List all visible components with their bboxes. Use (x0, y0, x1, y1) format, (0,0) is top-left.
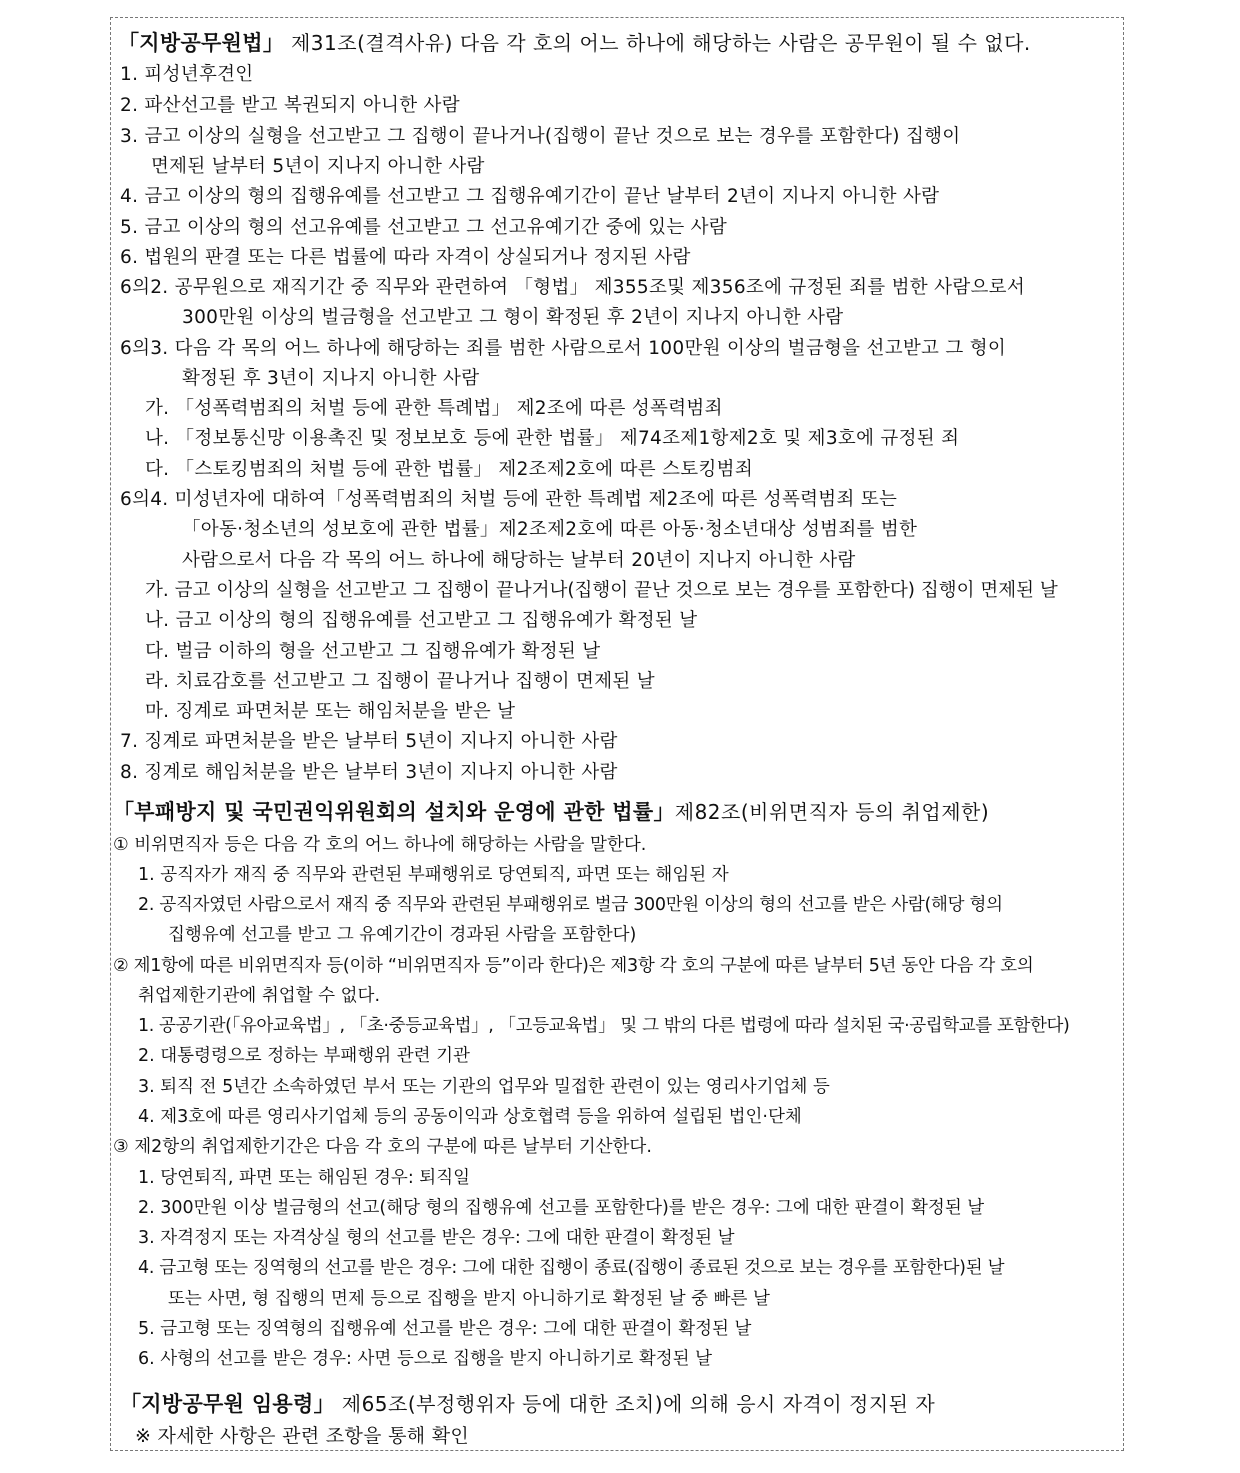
list-item-continuation: 또는 사면, 형 집행의 면제 등으로 집행을 받지 아니하기로 확정된 날 중 빠른 날 (168, 1289, 770, 1309)
law-name: 「지방공무원 임용령」 (120, 1392, 335, 1416)
list-item: 4. 제3호에 따른 영리사기업체 등의 공동이익과 상호협력 등을 위하여 설립된 법인·단체 (138, 1107, 802, 1127)
list-item: 3. 자격정지 또는 자격상실 형의 선고를 받은 경우: 그에 대한 판결이 확정된 날 (138, 1228, 735, 1248)
list-item: 5. 금고형 또는 징역형의 집행유예 선고를 받은 경우: 그에 대한 판결이 확정된 날 (138, 1319, 752, 1339)
list-item: 8. 징계로 해임처분을 받은 날부터 3년이 지나지 아니한 사람 (120, 762, 618, 783)
list-item: 2. 대통령령으로 정하는 부패행위 관련 기관 (138, 1046, 470, 1066)
sub-item: 다. 「스토킹범죄의 처벌 등에 관한 법률」 제2조제2호에 따른 스토킹범죄 (145, 459, 753, 480)
paragraph: ② 제1항에 따른 비위면직자 등(이하 “비위면직자 등”이라 한다)은 제3항 각 호의 구분에 따른 날부터 5년 동안 다음 각 호의 (113, 956, 1034, 976)
law-name: 「부패방지 및 국민권익위원회의 설치와 운영에 관한 법률」 (113, 800, 675, 824)
list-item-continuation: 확정된 후 3년이 지나지 아니한 사람 (182, 368, 480, 389)
sub-item: 다. 벌금 이하의 형을 선고받고 그 집행유예가 확정된 날 (145, 641, 601, 662)
list-item: 4. 금고 이상의 형의 집행유예를 선고받고 그 집행유예기간이 끝난 날부터 2년이 지나지 아니한 사람 (120, 186, 940, 207)
section-heading-anti-corruption-act (113, 797, 989, 829)
article-title: 제65조(부정행위자 등에 대한 조치)에 의해 응시 자격이 정지된 자 (334, 1392, 936, 1416)
list-item-continuation: 사람으로서 다음 각 목의 어느 하나에 해당하는 날부터 20년이 지나지 아니한 사람 (182, 550, 856, 571)
article-title: 제31조(결격사유) 다음 각 호의 어느 하나에 해당하는 사람은 공무원이 될 수 없다. (284, 31, 1031, 55)
list-item: 4. 금고형 또는 징역형의 선고를 받은 경우: 그에 대한 집행이 종료(집행이 종료된 것으로 보는 경우를 포함한다)된 날 (138, 1258, 1005, 1278)
list-item: 1. 당연퇴직, 파면 또는 해임된 경우: 퇴직일 (138, 1168, 471, 1188)
list-item: 6. 사형의 선고를 받은 경우: 사면 등으로 집행을 받지 아니하기로 확정된 날 (138, 1349, 713, 1369)
paragraph-continuation: 취업제한기관에 취업할 수 없다. (138, 986, 381, 1006)
list-item: 6의3. 다음 각 목의 어느 하나에 해당하는 죄를 범한 사람으로서 100만원 이상의 벌금형을 선고받고 그 형이 (120, 338, 1007, 359)
sub-item: 마. 징계로 파면처분 또는 해임처분을 받은 날 (145, 701, 516, 722)
list-item: 1. 공공기관(「유아교육법」, 「초·중등교육법」, 「고등교육법」 및 그 밖의 다른 법령에 따라 설치된 국·공립학교를 포함한다) (138, 1016, 1070, 1036)
list-item: 6의2. 공무원으로 재직기간 중 직무와 관련하여 「형법」 제355조및 제356조에 규정된 죄를 범한 사람으로서 (120, 277, 1026, 298)
list-item: 5. 금고 이상의 형의 선고유예를 선고받고 그 선고유예기간 중에 있는 사람 (120, 217, 728, 238)
sub-item: 가. 「성폭력범죄의 처벌 등에 관한 특례법」 제2조에 따른 성폭력범죄 (145, 398, 723, 419)
paragraph: ① 비위면직자 등은 다음 각 호의 어느 하나에 해당하는 사람을 말한다. (113, 835, 647, 855)
list-item: 3. 금고 이상의 실형을 선고받고 그 집행이 끝나거나(집행이 끝난 것으로 보는 경우를 포함한다) 집행이 (120, 126, 961, 147)
sub-item: 라. 치료감호를 선고받고 그 집행이 끝나거나 집행이 면제된 날 (145, 671, 655, 692)
list-item: 1. 공직자가 재직 중 직무와 관련된 부패행위로 당연퇴직, 파면 또는 해임된 자 (138, 865, 729, 885)
section-heading-local-public-officials-act (118, 28, 1031, 60)
list-item: 2. 공직자였던 사람으로서 재직 중 직무와 관련된 부패행위로 벌금 300만원 이상의 형의 선고를 받은 사람(해당 형의 (138, 895, 1003, 915)
section-heading-appointment-decree (120, 1389, 935, 1421)
list-item: 1. 피성년후견인 (120, 64, 254, 85)
law-name: 「지방공무원법」 (118, 31, 285, 55)
list-item: 2. 300만원 이상 벌금형의 선고(해당 형의 집행유예 선고를 포함한다)를 받은 경우: 그에 대한 판결이 확정된 날 (138, 1198, 985, 1218)
paragraph: ③ 제2항의 취업제한기간은 다음 각 호의 구분에 따른 날부터 기산한다. (113, 1137, 652, 1157)
sub-item: 가. 금고 이상의 실형을 선고받고 그 집행이 끝나거나(집행이 끝난 것으로 보는 경우를 포함한다) 집행이 면제된 날 (145, 580, 1058, 601)
sub-item: 나. 금고 이상의 형의 집행유예를 선고받고 그 집행유예가 확정된 날 (145, 610, 698, 631)
list-item: 3. 퇴직 전 5년간 소속하였던 부서 또는 기관의 업무와 밀접한 관련이 있는 영리사기업체 등 (138, 1077, 830, 1097)
list-item: 6의4. 미성년자에 대하여「성폭력범죄의 처벌 등에 관한 특례법 제2조에 따른 성폭력범죄 또는 (120, 489, 898, 510)
reference-note: ※ 자세한 사항은 관련 조항을 통해 확인 (135, 1425, 470, 1447)
list-item: 2. 파산선고를 받고 복권되지 아니한 사람 (120, 95, 460, 116)
list-item: 6. 법원의 판결 또는 다른 법률에 따라 자격이 상실되거나 정지된 사람 (120, 247, 691, 268)
list-item-continuation: 집행유예 선고를 받고 그 유예기간이 경과된 사람을 포함한다) (168, 925, 637, 945)
sub-item: 나. 「정보통신망 이용촉진 및 정보보호 등에 관한 법률」 제74조제1항제2호 및 제3호에 규정된 죄 (145, 428, 960, 449)
list-item-continuation: 「아동·청소년의 성보호에 관한 법률」제2조제2호에 따른 아동·청소년대상 성범죄를 범한 (182, 519, 918, 540)
list-item-continuation: 면제된 날부터 5년이 지나지 아니한 사람 (151, 156, 485, 177)
article-title: 제82조(비위면직자 등의 취업제한) (674, 800, 990, 824)
list-item-continuation: 300만원 이상의 벌금형을 선고받고 그 형이 확정된 후 2년이 지나지 아니한 사람 (182, 307, 844, 328)
list-item: 7. 징계로 파면처분을 받은 날부터 5년이 지나지 아니한 사람 (120, 731, 618, 752)
